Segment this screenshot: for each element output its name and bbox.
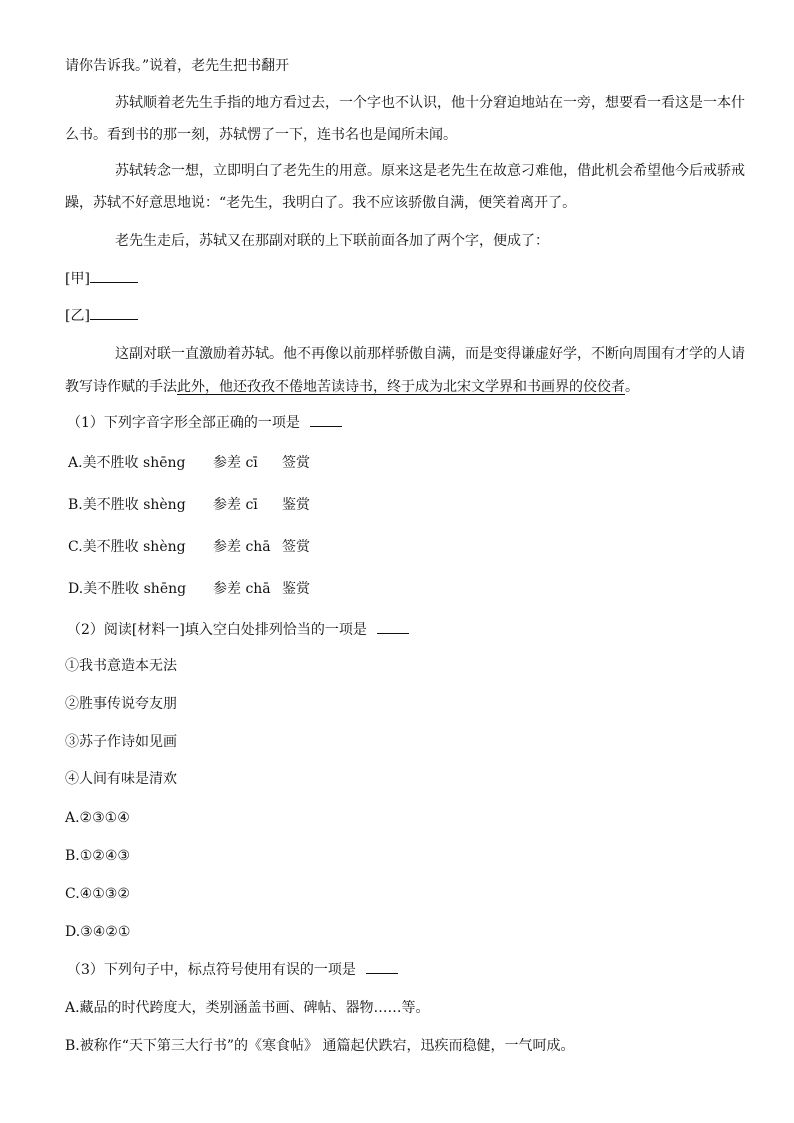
q2-option-d: D.③④②① [65,924,131,940]
answer-blank [310,414,342,427]
q2-option-b: B.①②④③ [65,848,130,864]
answer-blank [377,621,409,634]
option-text: B.美不胜收 shèng [68,497,186,513]
story-line: 这副对联一直激励着苏轼。他不再像以前那样骄傲自满，而是变得谦虚好学，不断向周围有才学的人请 [115,346,745,362]
option-text: 参差 cī [213,455,258,471]
story-line: 苏轼转念一想，立即明白了老先生的用意。原来这是老先生在故意刁难他，借此机会希望他今后戒骄戒 [115,163,745,179]
q2-option-a: A.②③①④ [65,810,130,826]
question-text: （2）阅读[材料一]填入空白处排列恰当的一项是 [67,622,367,638]
question-1-stem [67,414,342,432]
answer-blank [366,961,398,974]
option-text: 参差 cī [213,497,258,513]
q2-item: ④人间有味是清欢 [65,771,177,787]
q2-option-c: C.④①③② [65,886,130,902]
q3-option-a: A.藏品的时代跨度大，类别涵盖书画、碑帖、器物……等。 [65,1000,430,1016]
q2-item: ①我书意造本无法 [65,658,177,674]
couplet-jia [65,270,138,288]
underlined-sentence: 此外，他还孜孜不倦地苦读诗书，终于成为北宋文学界和书画界的佼佼者 [177,379,625,395]
couplet-yi [65,307,138,325]
q3-option-b: B.被称作“天下第三大行书”的《寒食帖》 通篇起伏跌宕，迅疾而稳健，一气呵成。 [65,1038,575,1054]
story-line [65,378,639,396]
option-text: D.美不胜收 shēng [68,581,187,597]
option-text: A.美不胜收 shēng [68,455,186,471]
story-line: 老先生走后，苏轼又在那副对联的上下联前面各加了两个字，便成了： [115,233,549,249]
story-line: 请你告诉我。”说着，老先生把书翻开 [65,58,290,74]
answer-blank [90,307,138,320]
question-text: （3）下列句子中，标点符号使用有误的一项是 [67,962,356,978]
option-text: 参差 chā [213,539,271,555]
option-text: 鉴赏 [282,581,310,597]
option-text: 鉴赏 [282,497,310,513]
option-text: 签赏 [282,539,310,555]
q2-item: ③苏子作诗如见画 [65,734,177,750]
question-3-stem [67,961,398,979]
option-text: C.美不胜收 shèng [68,539,186,555]
story-line: 躁，苏轼不好意思地说：“老先生，我明白了。我不应该骄傲自满，便笑着离开了。 [65,195,577,211]
couplet-yi-label: [乙] [65,308,90,324]
story-text: 教写诗作赋的手法 [65,379,177,395]
option-text: 参差 chā [213,581,271,597]
story-text: 。 [625,379,639,395]
question-text: （1）下列字音字形全部正确的一项是 [67,415,300,431]
answer-blank [90,270,138,283]
story-line: 么书。看到书的那一刻，苏轼愣了一下，连书名也是闻所未闻。 [65,127,457,143]
story-line: 苏轼顺着老先生手指的地方看过去，一个字也不认识，他十分窘迫地站在一旁，想要看一看这是一本什 [115,95,745,111]
question-2-stem [67,621,409,639]
couplet-jia-label: [甲] [65,271,90,287]
option-text: 签赏 [282,455,310,471]
q2-item: ②胜事传说夸友朋 [65,696,177,712]
